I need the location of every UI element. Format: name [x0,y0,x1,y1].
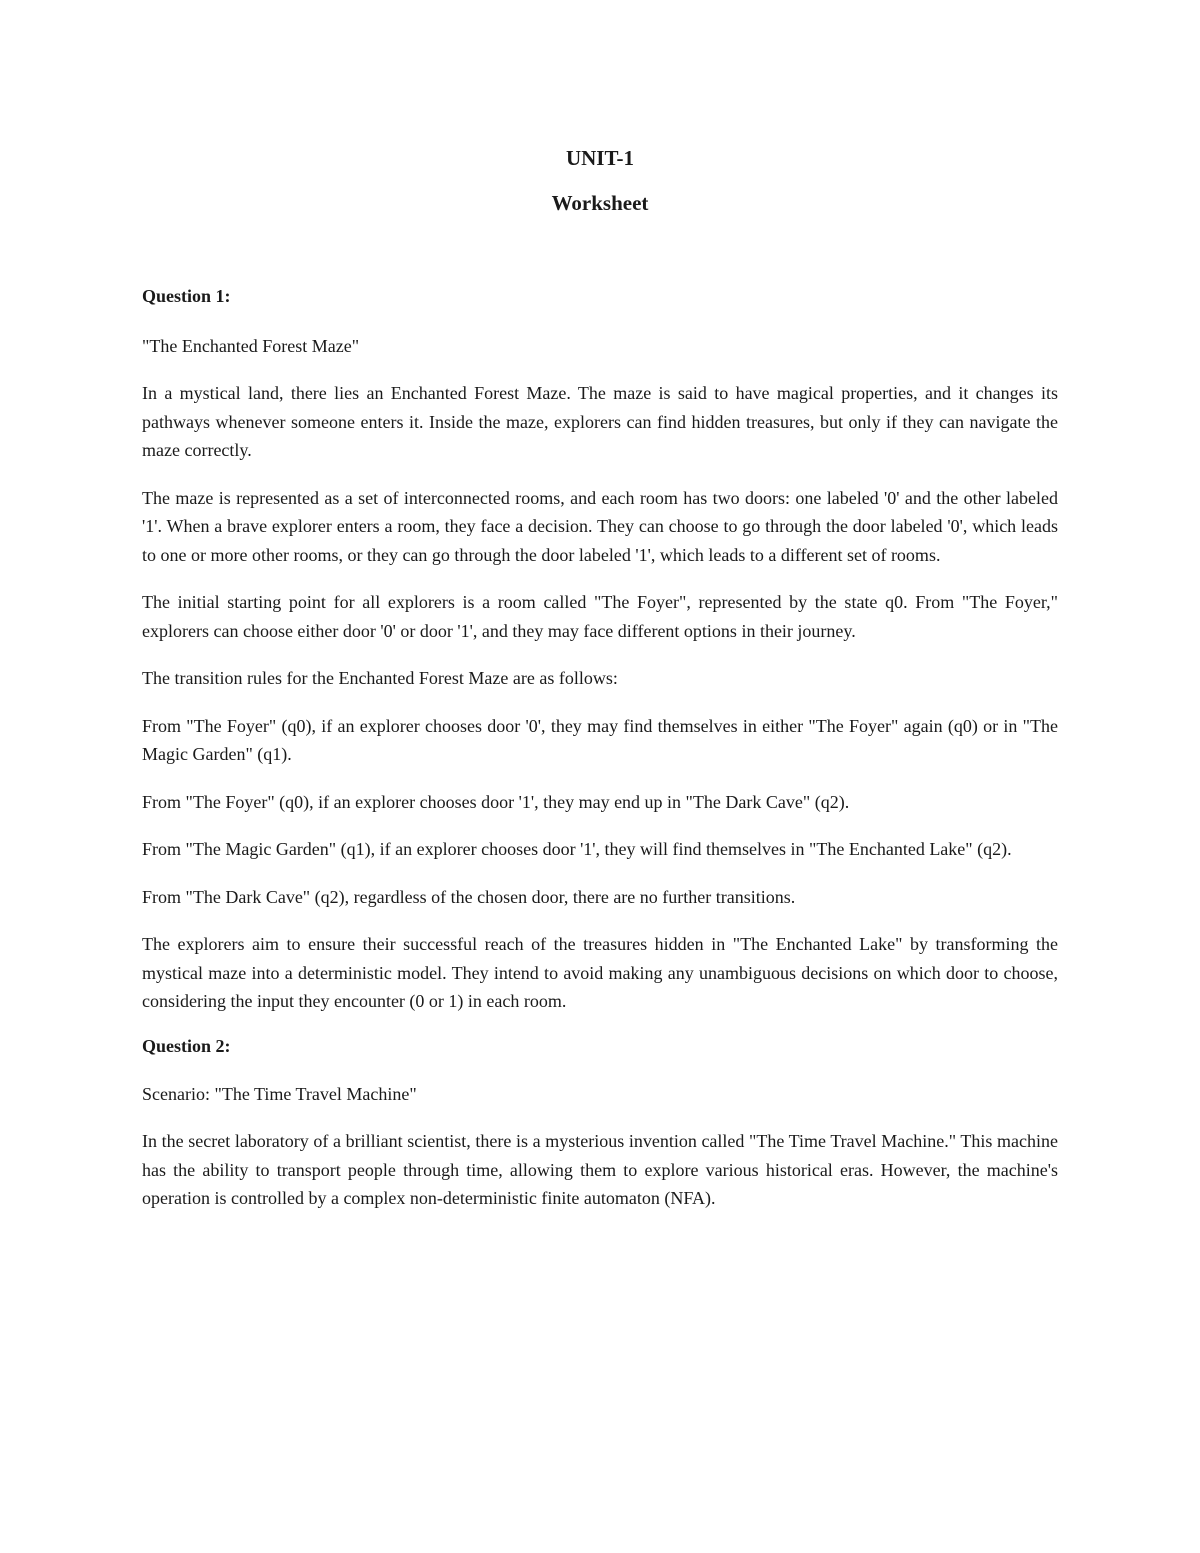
question-2-section [142,1036,1058,1213]
question-1-title: "The Enchanted Forest Maze" [142,335,360,356]
question-1-paragraph: The transition rules for the Enchanted Forest Maze are as follows: [142,668,618,689]
unit-heading: UNIT-1 [565,146,635,170]
document-page [142,142,1058,1213]
question-1-paragraph: In a mystical land, there lies an Enchanted Forest Maze. The maze is said to have magical properties, and it changes its pathways whenever someone enters it. Inside the maze, explorers can find hidden treasures, but only if they can navigate the maze correctly. [142,383,1058,461]
question-2-paragraph: In the secret laboratory of a brilliant scientist, there is a mysterious invention called "The Time Travel Machine." This machine has the ability to transport people through time, allowing them to explore various historical eras. However, the machine's operation is controlled by a complex non-deterministic finite automaton (NFA). [142,1131,1058,1209]
worksheet-heading: Worksheet [551,191,649,216]
transition-rule: From "The Magic Garden" (q1), if an explorer chooses door '1', they will find themselves in "The Enchanted Lake" (q2). [142,839,1012,860]
question-1-paragraph: The maze is represented as a set of interconnected rooms, and each room has two doors: one labeled '0' and the other labeled '1'. When a brave explorer enters a room, they face a decision. They can choose to go through the door labeled '0', which leads to one or more other rooms, or they can go through the door labeled '1', which leads to a different set of rooms. [142,487,1058,565]
transition-rule: From "The Dark Cave" (q2), regardless of the chosen door, there are no further transitions. [142,886,796,907]
question-2-heading: Question 2: [142,1035,231,1056]
question-1-section [142,286,1058,1016]
question-1-paragraph: The explorers aim to ensure their successful reach of the treasures hidden in "The Enchanted Lake" by transforming the mystical maze into a deterministic model. They intend to avoid making any unambiguous decisions on which door to choose, considering the input they encounter (0 or 1) in each room. [142,934,1058,1012]
question-1-paragraph: The initial starting point for all explorers is a room called "The Foyer", represented by the state q0. From "The Foyer," explorers can choose either door '0' or door '1', and they may face different options in their journey. [142,592,1058,641]
question-2-title: Scenario: "The Time Travel Machine" [142,1083,417,1104]
transition-rule: From "The Foyer" (q0), if an explorer chooses door '0', they may find themselves in either "The Foyer" again (q0) or in "The Magic Garden" (q1). [142,715,1058,765]
transition-rule: From "The Foyer" (q0), if an explorer chooses door '1', they may end up in "The Dark Cave" (q2). [142,791,850,812]
question-1-heading: Question 1: [142,286,231,307]
